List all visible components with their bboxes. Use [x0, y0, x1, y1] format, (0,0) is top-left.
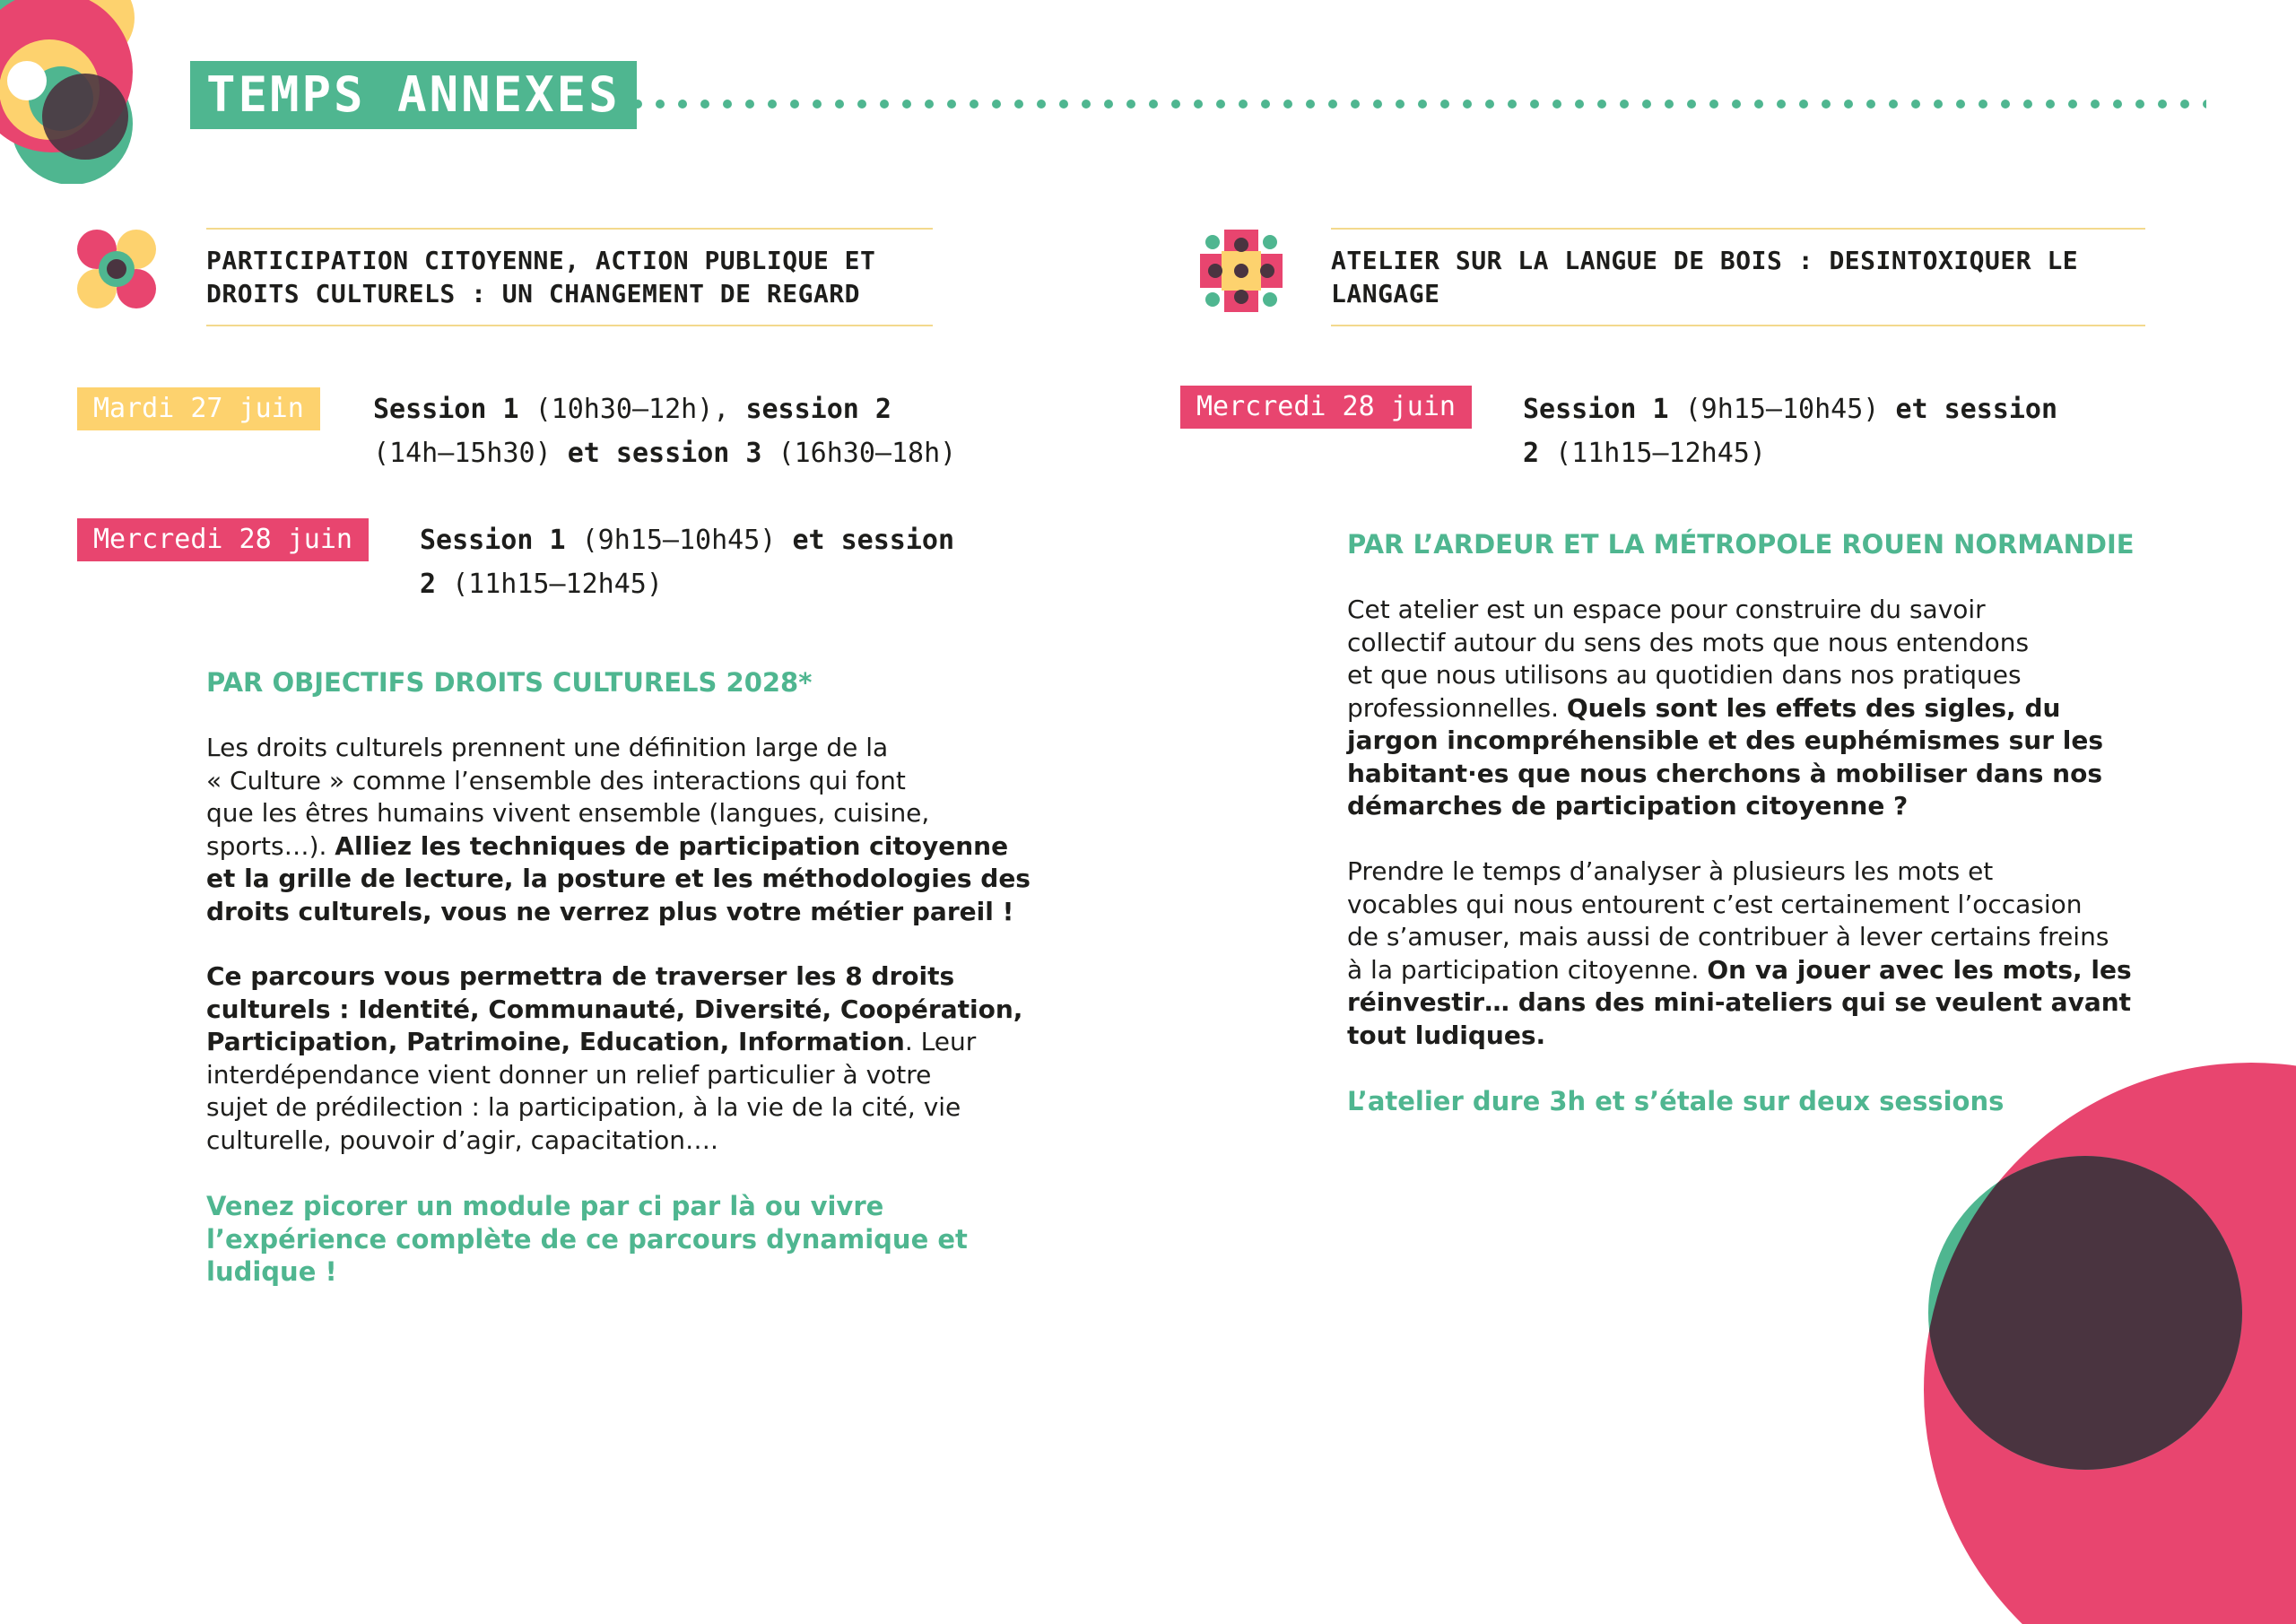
text-line: et la grille de lecture, la posture et les méthodologies des — [206, 864, 1031, 893]
text-line: Session 1 (10h30–12h), session 2 — [373, 394, 891, 425]
text-line: « Culture » comme l’ensemble des interactions qui font — [206, 765, 906, 795]
left-section-heading — [206, 228, 933, 326]
text-line: interdépendance vient donner un relief particulier à votre — [206, 1059, 932, 1090]
left-paragraph-parcours — [206, 960, 1022, 1157]
decorative-circles-top-left — [0, 0, 144, 184]
left-organizer: PAR OBJECTIFS DROITS CULTURELS 2028* — [206, 667, 813, 698]
text-line: Cet atelier est un espace pour construire du savoir — [1347, 595, 1986, 624]
heading-line: DROITS CULTURELS : UN CHANGEMENT DE REGARD — [206, 279, 861, 308]
text-line: sports…). Alliez les techniques de participation citoyenne — [206, 830, 1009, 861]
text-line: 2 (11h15–12h45) — [1523, 438, 1766, 469]
text-line: (14h–15h30) et session 3 (16h30–18h) — [373, 438, 957, 469]
text-line: Prendre le temps d’analyser à plusieurs les mots et — [1347, 856, 1994, 886]
heading-line: ATELIER SUR LA LANGUE DE BOIS : DESINTOXIQUER LE — [1331, 246, 2079, 275]
right-paragraph-analyse — [1347, 855, 2132, 1052]
text-line: Session 1 (9h15–10h45) et session — [420, 525, 955, 556]
text-line: jargon incompréhensible et des euphémismes sur les — [1347, 725, 2104, 755]
text-line: 2 (11h15–12h45) — [420, 569, 663, 600]
closing-line: l’expérience complète de ce parcours dynamique et — [206, 1223, 968, 1255]
section-logo-flower-icon — [75, 228, 158, 310]
text-line: habitant·es que nous cherchons à mobiliser dans nos — [1347, 758, 2103, 788]
section-logo-cross-icon — [1200, 230, 1283, 312]
text-line: sujet de prédilection : la participation, à la vie de la cité, vie — [206, 1092, 961, 1122]
text-line: de s’amuser, mais aussi de contribuer à lever certains freins — [1347, 922, 2109, 951]
heading-line: LANGAGE — [1331, 279, 1440, 308]
left-paragraph-definition — [206, 732, 1031, 928]
text-line: professionnelles. Quels sont les effets des sigles, du — [1347, 692, 2061, 723]
text-line: Ce parcours vous permettra de traverser les 8 droits — [206, 961, 955, 991]
page-title: TEMPS ANNEXES — [190, 61, 637, 129]
session-times-mercredi — [420, 518, 954, 606]
text-line: et que nous utilisons au quotidien dans nos pratiques — [1347, 660, 2022, 690]
text-line: culturelle, pouvoir d’agir, capacitation…. — [206, 1125, 718, 1155]
text-line: Les droits culturels prennent une définition large de la — [206, 733, 889, 762]
text-line: collectif autour du sens des mots que nous entendons — [1347, 627, 2030, 657]
text-line: droits culturels, vous ne verrez plus votre métier pareil ! — [206, 896, 1014, 926]
text-line: que les êtres humains vivent ensemble (langues, cuisine, — [206, 798, 930, 828]
closing-line: ludique ! — [206, 1256, 337, 1287]
date-badge-mardi: Mardi 27 juin — [77, 387, 320, 430]
text-line: à la participation citoyenne. On va jouer avec les mots, les — [1347, 954, 2132, 985]
text-line: Participation, Patrimoine, Education, Information. Leur — [206, 1027, 977, 1056]
right-organizer: PAR L’ARDEUR ET LA MÉTROPOLE ROUEN NORMANDIE — [1347, 529, 2135, 560]
heading-line: PARTICIPATION CITOYENNE, ACTION PUBLIQUE ET — [206, 246, 876, 275]
text-line: culturels : Identité, Communauté, Diversité, Coopération, — [206, 994, 1023, 1024]
dotted-title-rule — [632, 99, 2206, 109]
session-times-mardi — [373, 387, 956, 475]
date-badge-mercredi-right: Mercredi 28 juin — [1180, 386, 1472, 429]
text-line: vocables qui nous entourent c’est certainement l’occasion — [1347, 889, 2083, 919]
text-line: tout ludiques. — [1347, 1020, 1546, 1050]
date-badge-mercredi: Mercredi 28 juin — [77, 518, 369, 561]
session-times-right — [1523, 387, 2057, 475]
text-line: Session 1 (9h15–10h45) et session — [1523, 394, 2058, 425]
left-closing-note — [206, 1190, 968, 1289]
closing-line: Venez picorer un module par ci par là ou vivre — [206, 1191, 884, 1221]
text-line: démarches de participation citoyenne ? — [1347, 791, 1909, 821]
right-section-heading — [1331, 228, 2145, 326]
decorative-circles-bottom-right — [1901, 1058, 2296, 1624]
right-paragraph-atelier — [1347, 594, 2103, 823]
closing-line: L’atelier dure 3h et s’étale sur deux sessions — [1347, 1086, 2005, 1116]
text-line: réinvestir… dans des mini-ateliers qui se veulent avant — [1347, 987, 2132, 1017]
